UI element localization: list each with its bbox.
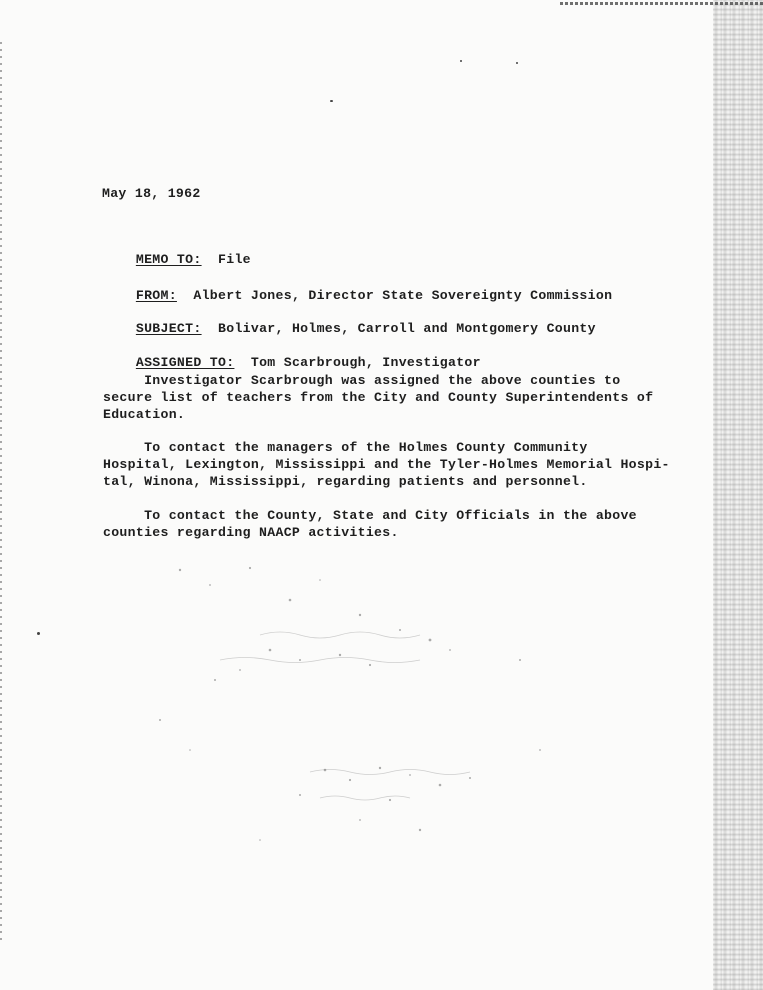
- memo-from-value: Albert Jones, Director State Sovereignty Commission: [193, 288, 613, 303]
- scanner-edge-noise: [713, 0, 763, 990]
- memo-subject-label: SUBJECT:: [135, 321, 202, 336]
- stray-speck: [460, 60, 462, 62]
- stray-speck: [330, 100, 333, 102]
- paragraph-2-line-2: Hospital, Lexington, Mississippi and the Tyler-Holmes Memorial Hospi-: [103, 457, 670, 472]
- memo-to-value: File: [218, 252, 251, 267]
- memo-assigned-value: Tom Scarbrough, Investigator: [250, 355, 481, 370]
- stray-speck: [37, 632, 40, 635]
- paragraph-1-line-1: Investigator Scarbrough was assigned the above counties to: [103, 373, 621, 388]
- memo-date: May 18, 1962: [102, 186, 201, 201]
- memo-subject-value: Bolivar, Holmes, Carroll and Montgomery County: [218, 321, 596, 336]
- memo-from-label: FROM:: [135, 288, 177, 303]
- memo-assigned-label: ASSIGNED TO:: [135, 355, 235, 370]
- left-edge-mark: [0, 40, 2, 940]
- paragraph-1-line-2: secure list of teachers from the City and County Superintendents of: [103, 390, 654, 405]
- paragraph-2-line-3: tal, Winona, Mississippi, regarding patients and personnel.: [103, 474, 588, 489]
- paragraph-3-line-2: counties regarding NAACP activities.: [103, 525, 399, 540]
- stray-speck: [516, 62, 518, 64]
- paragraph-3-line-1: To contact the County, State and City Officials in the above: [103, 508, 637, 523]
- faded-bleed-through-marks: [120, 540, 580, 860]
- memo-to-label: MEMO TO:: [135, 252, 202, 267]
- paragraph-1-line-3: Education.: [103, 407, 186, 422]
- paragraph-2-line-1: To contact the managers of the Holmes County Community: [103, 440, 588, 455]
